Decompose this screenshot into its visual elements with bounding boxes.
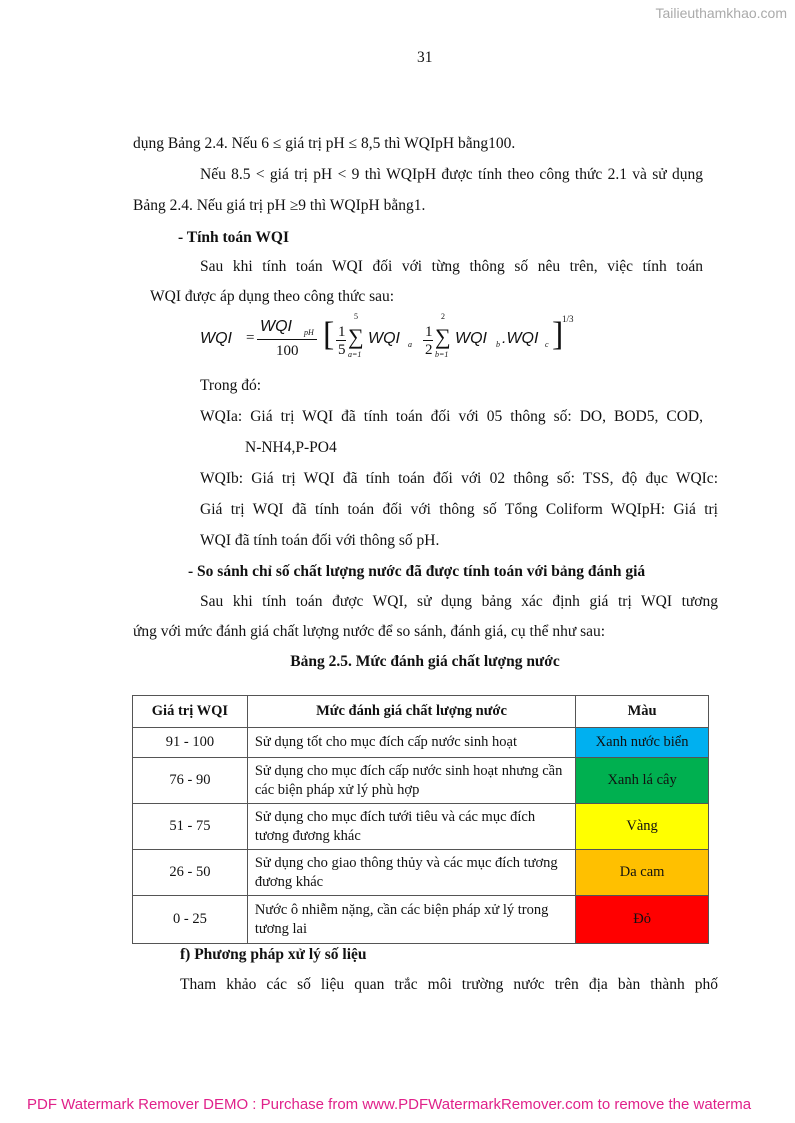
paragraph-line: WQIb: Giá trị WQI đã tính toán đối với 02 thông số: TSS, độ đục WQIc: [200, 470, 718, 487]
paragraph-line: Giá trị WQI đã tính toán đối với thông số Tổng Coliform WQIpH: Giá trị [200, 501, 718, 518]
wqi-range: 0 - 25 [133, 896, 248, 944]
quality-desc: Sử dụng cho mục đích tưới tiêu và các mục đích tương đương khác [247, 804, 575, 850]
color-cell: Vàng [576, 804, 709, 850]
paragraph-line: Sau khi tính toán WQI đối với từng thông số nêu trên, việc tính toán [200, 258, 703, 275]
paragraph-line: WQI được áp dụng theo công thức sau: [150, 288, 395, 305]
wqi-range: 91 - 100 [133, 728, 248, 758]
color-cell: Xanh nước biển [576, 728, 709, 758]
section-heading: - So sánh chỉ số chất lượng nước đã được tính toán với bảng đánh giá [188, 563, 646, 580]
paragraph-line: ứng với mức đánh giá chất lượng nước để so sánh, đánh giá, cụ thể như sau: [133, 623, 606, 640]
color-cell: Da cam [576, 850, 709, 896]
color-cell: Xanh lá cây [576, 758, 709, 804]
site-watermark: Tailieuthamkhao.com [655, 5, 787, 21]
color-cell: Đỏ [576, 896, 709, 944]
table-row [133, 728, 709, 758]
quality-desc: Sử dụng cho mục đích cấp nước sinh hoạt nhưng cần các biện pháp xử lý phù hợp [247, 758, 575, 804]
table-caption: Bảng 2.5. Mức đánh giá chất lượng nước [290, 653, 560, 670]
paragraph-line: dụng Bảng 2.4. Nếu 6 ≤ giá trị pH ≤ 8,5 thì WQIpH bằng100. [133, 135, 516, 152]
paragraph-line: Tham khảo các số liệu quan trắc môi trường nước trên địa bàn thành phố [180, 976, 718, 993]
paragraph-line: WQIa: Giá trị WQI đã tính toán đối với 05 thông số: DO, BOD5, COD, [200, 408, 703, 425]
table-row [133, 758, 709, 804]
quality-desc: Nước ô nhiễm nặng, cần các biện pháp xử lý trong tương lai [247, 896, 575, 944]
section-heading: - Tính toán WQI [178, 229, 289, 246]
header-cell: Mức đánh giá chất lượng nước [247, 696, 575, 728]
table-row [133, 804, 709, 850]
header-cell: Giá trị WQI [133, 696, 248, 728]
wqi-range: 51 - 75 [133, 804, 248, 850]
wqi-formula: WQI = WQI pH 100 [ 1 5 5 ∑ a=1 WQI a 1 2 2 ∑ b=1 WQI b .WQI c ] 1/3 [200, 312, 574, 359]
table-row [133, 850, 709, 896]
paragraph-line: Trong đó: [200, 377, 262, 394]
wqi-range: 26 - 50 [133, 850, 248, 896]
demo-watermark-banner: PDF Watermark Remover DEMO : Purchase from www.PDFWatermarkRemover.com to remove the waterma [27, 1096, 752, 1113]
paragraph-line: WQI đã tính toán đối với thông số pH. [200, 532, 440, 549]
paragraph-line: Sau khi tính toán được WQI, sử dụng bảng xác định giá trị WQI tương [200, 593, 718, 610]
wqi-range: 76 - 90 [133, 758, 248, 804]
table-row [133, 896, 709, 944]
paragraph-line: Nếu 8.5 < giá trị pH < 9 thì WQIpH được tính theo công thức 2.1 và sử dụng [200, 166, 703, 183]
paragraph-line: Bảng 2.4. Nếu giá trị pH ≥9 thì WQIpH bằng1. [133, 197, 426, 214]
quality-desc: Sử dụng tốt cho mục đích cấp nước sinh hoạt [247, 728, 575, 758]
page-number: 31 [417, 49, 433, 66]
header-cell: Màu [576, 696, 709, 728]
table-header-row [133, 696, 709, 728]
paragraph-line: N-NH4,P-PO4 [245, 439, 337, 456]
quality-desc: Sử dụng cho giao thông thủy và các mục đích tương đương khác [247, 850, 575, 896]
section-heading: f) Phương pháp xử lý số liệu [180, 946, 367, 963]
wqi-table [132, 695, 709, 944]
